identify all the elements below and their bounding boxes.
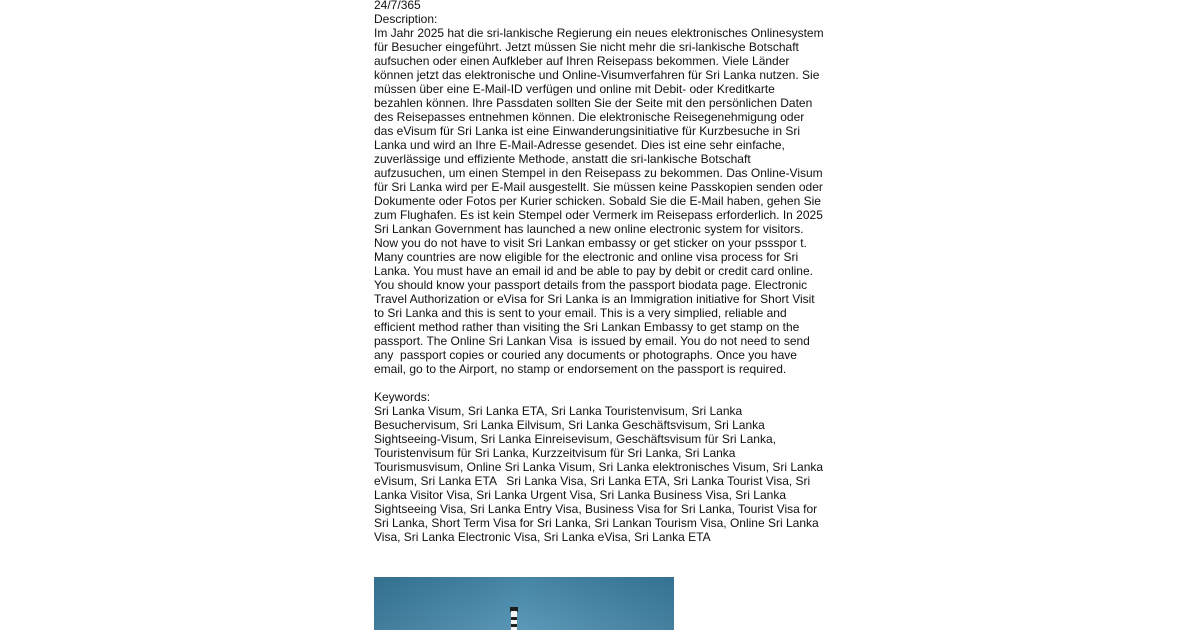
description-line: Lanka. You must have an email id and be able to pay by debit or credit card online.: [374, 264, 813, 278]
availability-text: 24/7/365: [374, 0, 421, 12]
description-line: zum Flughafen. Es ist kein Stempel oder Vermerk im Reisepass erforderlich. In 2025: [374, 208, 823, 222]
spacer: [374, 376, 826, 390]
description-line: passport. The Online Sri Lankan Visa is issued by email. You do not need to send: [374, 334, 810, 348]
keywords-line: Tourismusvisum, Online Sri Lanka Visum, Sri Lanka elektronisches Visum, Sri Lanka: [374, 460, 824, 474]
keywords-line: Sightseeing Visa, Sri Lanka Entry Visa, Business Visa for Sri Lanka, Tourist Visa for: [374, 502, 818, 516]
description-line: für Besucher eingeführt. Jetzt müssen Sie nicht mehr die sri-lankische Botschaft: [374, 40, 799, 54]
description-line: Many countries are now eligible for the electronic and online visa process for Sri: [374, 250, 799, 264]
lighthouse-band: [511, 624, 517, 627]
description-text: [374, 26, 826, 376]
description-line: aufsuchen oder einen Aufkleber auf Ihren Reisepass bekommen. Viele Länder: [374, 54, 790, 68]
description-line: You should know your passport details from the passport biodata page. Electronic: [374, 278, 808, 292]
description-line: zuverlässige und effiziente Methode, anstatt die sri-lankische Botschaft: [374, 152, 751, 166]
keywords-line: Lanka Visitor Visa, Sri Lanka Urgent Visa, Sri Lanka Business Visa, Sri Lanka: [374, 488, 787, 502]
description-line: bezahlen können. Ihre Passdaten sollten Sie der Seite mit den persönlichen Daten: [374, 96, 813, 110]
description-line: any passport copies or couried any documents or photographs. Once you have: [374, 348, 797, 362]
keywords-line: Visa, Sri Lanka Electronic Visa, Sri Lanka eVisa, Sri Lanka ETA: [374, 530, 711, 544]
lighthouse-photo: [374, 577, 674, 630]
description-line: email, go to the Airport, no stamp or endorsement on the passport is required.: [374, 362, 787, 376]
description-line: Im Jahr 2025 hat die sri-lankische Regierung ein neues elektronisches Onlinesystem: [374, 26, 824, 40]
lighthouse-tower: [511, 611, 517, 630]
description-line: Now you do not have to visit Sri Lankan embassy or get sticker on your pssspor t.: [374, 236, 807, 250]
description-line: to Sri Lanka and this is sent to your email. This is a very simplied, reliable and: [374, 306, 787, 320]
photo-sky: [374, 577, 674, 630]
page-content: [374, 0, 826, 544]
description-line: Lanka und wird an Ihre E-Mail-Adresse gesendet. Dies ist eine sehr einfache,: [374, 138, 785, 152]
keywords-label: Keywords:: [374, 390, 431, 404]
keywords-line: Touristenvisum für Sri Lanka, Kurzzeitvisum für Sri Lanka, Sri Lanka: [374, 446, 736, 460]
description-line: Travel Authorization or eVisa for Sri Lanka is an Immigration initiative for Short Visit: [374, 292, 815, 306]
keywords-line: Sri Lanka Visum, Sri Lanka ETA, Sri Lanka Touristenvisum, Sri Lanka: [374, 404, 743, 418]
description-line: Dokumente oder Fotos per Kurier schicken. Sobald Sie die E-Mail haben, gehen Sie: [374, 194, 821, 208]
keywords-line: Besuchervisum, Sri Lanka Eilvisum, Sri Lanka Geschäftsvisum, Sri Lanka: [374, 418, 765, 432]
description-line: das eVisum für Sri Lanka ist eine Einwanderungsinitiative für Kurzbesuche in Sri: [374, 124, 800, 138]
description-line: müssen über eine E-Mail-ID verfügen und online mit Debit- oder Kreditkarte: [374, 82, 775, 96]
keywords-text: [374, 404, 826, 544]
description-line: für Sri Lanka wird per E-Mail ausgestellt. Sie müssen keine Passkopien senden oder: [374, 180, 823, 194]
keywords-line: Sightseeing-Visum, Sri Lanka Einreisevisum, Geschäftsvisum für Sri Lanka,: [374, 432, 776, 446]
description-line: aufzusuchen, um einen Stempel in den Reisepass zu bekommen. Das Online-Visum: [374, 166, 823, 180]
description-line: Sri Lankan Government has launched a new online electronic system for visitors.: [374, 222, 804, 236]
description-line: efficient method rather than visiting the Sri Lankan Embassy to get stamp on the: [374, 320, 800, 334]
description-line: des Reisepasses entnehmen können. Die elektronische Reisegenehmigung oder: [374, 110, 805, 124]
keywords-line: eVisum, Sri Lanka ETA Sri Lanka Visa, Sri Lanka ETA, Sri Lanka Tourist Visa, Sri: [374, 474, 811, 488]
lighthouse-band: [511, 617, 517, 620]
description-label: Description:: [374, 12, 438, 26]
keywords-line: Sri Lanka, Short Term Visa for Sri Lanka, Sri Lankan Tourism Visa, Online Sri Lanka: [374, 516, 819, 530]
description-line: können jetzt das elektronische und Online-Visumverfahren für Sri Lanka nutzen. Sie: [374, 68, 820, 82]
